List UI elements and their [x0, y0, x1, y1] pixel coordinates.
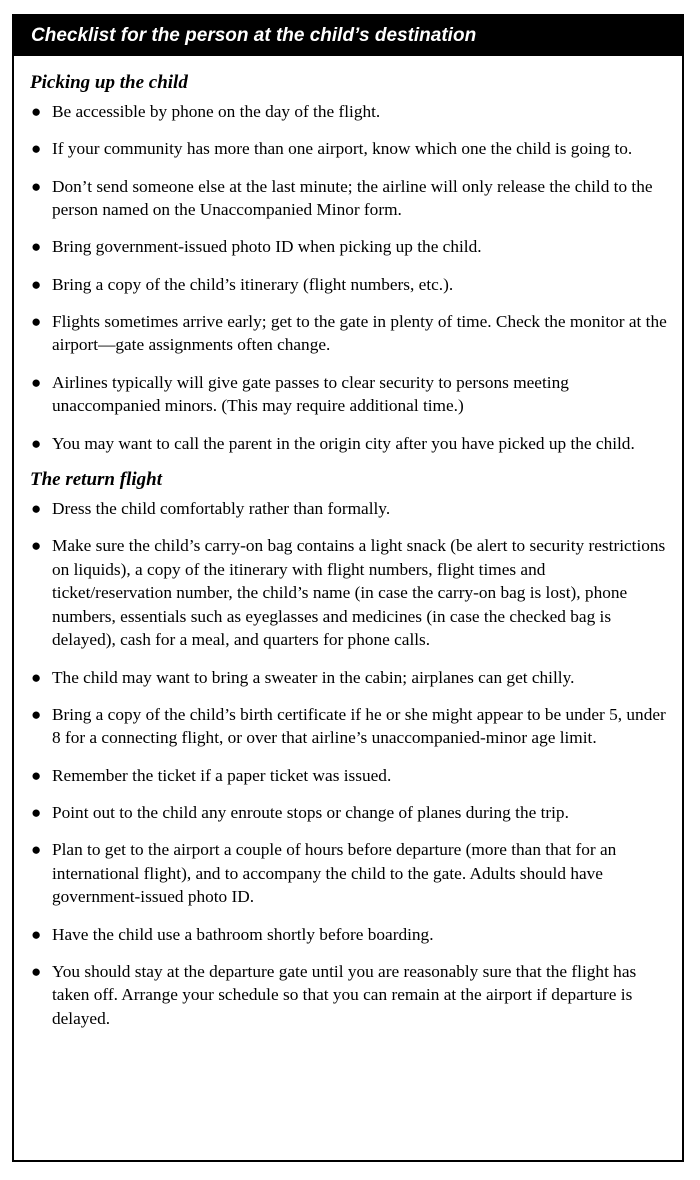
- list-item: ● Have the child use a bathroom shortly before boarding.: [28, 923, 668, 947]
- checklist-header: [14, 16, 682, 56]
- bullet-icon: ●: [31, 840, 42, 860]
- bullet-icon: ●: [31, 176, 42, 196]
- bullet-icon: ●: [31, 372, 42, 392]
- section-title-picking-up: Picking up the child: [30, 72, 188, 93]
- bullet-icon: ●: [31, 274, 42, 294]
- bullet-icon: ●: [31, 924, 42, 944]
- list-item: ● You should stay at the departure gate until you are reasonably sure that the flight has taken off. Arrange your schedule so that you can remain at the airport if departure is delayed.: [31, 961, 637, 1028]
- list-item: ● You may want to call the parent in the origin city after you have picked up the child.: [28, 432, 668, 456]
- bullet-icon: ●: [31, 536, 42, 556]
- section-picking-up: [14, 72, 682, 455]
- return-flight-list: [28, 497, 668, 1030]
- bullet-icon: ●: [31, 139, 42, 159]
- list-item: ● Bring a copy of the child’s itinerary (flight numbers, etc.).: [28, 273, 668, 297]
- checklist-title: Checklist for the person at the child’s destination: [31, 25, 477, 46]
- list-item: ● If your community has more than one airport, know which one the child is going to.: [28, 137, 668, 161]
- section-title-return-flight: The return flight: [30, 469, 162, 491]
- bullet-icon: ●: [31, 237, 42, 257]
- list-item: ● Flights sometimes arrive early; get to the gate in plenty of time. Check the monitor at the airport—gate assignments often change.: [31, 311, 667, 355]
- list-item: ● Make sure the child’s carry-on bag contains a light snack (be alert to security restrictions on liquids), a copy of the itinerary with flight numbers, flight times and ticket/reservation number, the child’s name (in case the carry-on bag is lost), phone numbers, essentials such as eyeglasses and medicines (in case the checked bag is delayed), cash for a meal, and quarters for phone calls.: [31, 536, 666, 650]
- list-item: ● Don’t send someone else at the last minute; the airline will only release the child to the person named on the Unaccompanied Minor form.: [31, 176, 653, 220]
- bullet-icon: ●: [31, 102, 42, 121]
- list-item: ● Remember the ticket if a paper ticket was issued.: [28, 764, 668, 788]
- list-item: ● Be accessible by phone on the day of the flight.: [28, 100, 668, 124]
- checklist-box: [12, 14, 684, 1162]
- list-item: ● Point out to the child any enroute stops or change of planes during the trip.: [28, 801, 668, 825]
- list-item: ● Bring a copy of the child’s birth certificate if he or she might appear to be under 5, under 8 for a connecting flight, or over that airline’s unaccompanied-minor age limit.: [31, 704, 666, 748]
- list-item: ● Bring government-issued photo ID when picking up the child.: [28, 235, 668, 259]
- picking-up-list: [28, 100, 668, 455]
- bullet-icon: ●: [31, 311, 42, 331]
- list-item: ● Plan to get to the airport a couple of hours before departure (more than that for an international flight), and to accompany the child to the gate. Adults should have government-issued photo ID.: [31, 840, 617, 907]
- list-item: ● Airlines typically will give gate passes to clear security to persons meeting unaccompanied minors. (This may require additional time.): [31, 372, 569, 416]
- bullet-icon: ●: [31, 765, 42, 785]
- bullet-icon: ●: [31, 499, 42, 519]
- list-item: ● The child may want to bring a sweater in the cabin; airplanes can get chilly.: [28, 666, 668, 690]
- bullet-icon: ●: [31, 433, 42, 453]
- bullet-icon: ●: [31, 961, 42, 981]
- bullet-icon: ●: [31, 803, 42, 823]
- bullet-icon: ●: [31, 667, 42, 687]
- bullet-icon: ●: [31, 704, 42, 724]
- list-item: ● Dress the child comfortably rather than formally.: [28, 497, 668, 521]
- section-return-flight: [14, 469, 682, 1030]
